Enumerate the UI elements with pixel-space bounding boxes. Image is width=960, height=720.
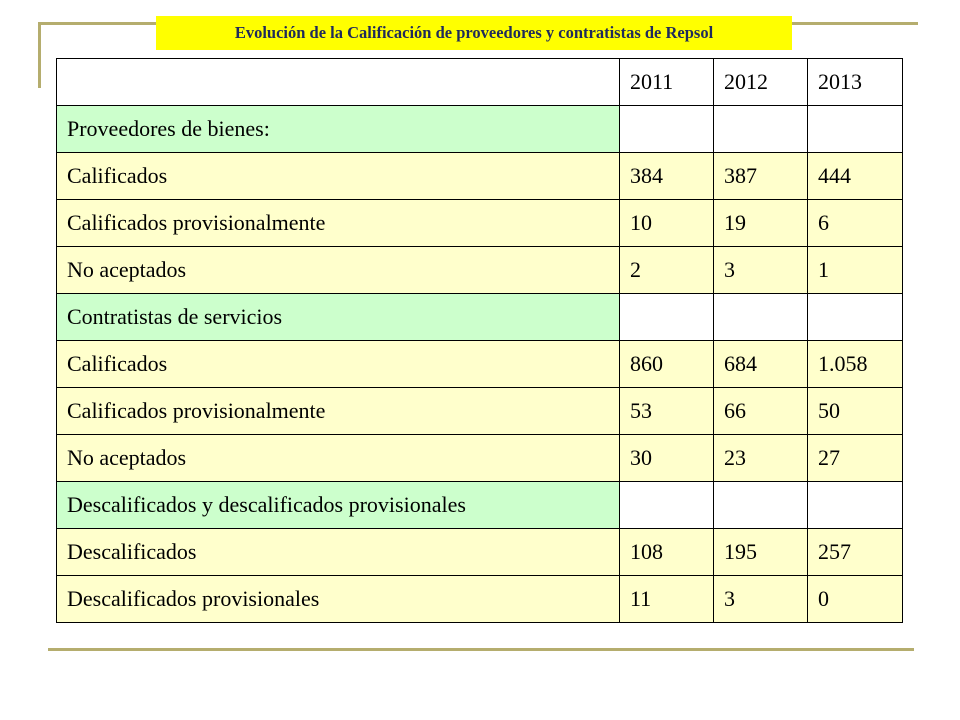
cell-2012	[714, 106, 808, 153]
qualification-table	[56, 58, 903, 623]
table-row	[57, 247, 903, 294]
table-row	[57, 200, 903, 247]
cell-2013: 0	[808, 576, 903, 623]
cell-2011: 10	[620, 200, 714, 247]
cell-2012	[714, 482, 808, 529]
cell-2013: 6	[808, 200, 903, 247]
cell-2012: 387	[714, 153, 808, 200]
cell-2012: 3	[714, 247, 808, 294]
cell-2011	[620, 294, 714, 341]
table-header-row	[57, 59, 903, 106]
cell-2012: 3	[714, 576, 808, 623]
cell-2011: 11	[620, 576, 714, 623]
table-row	[57, 435, 903, 482]
row-label: Proveedores de bienes:	[57, 106, 620, 153]
cell-2011: 384	[620, 153, 714, 200]
header-cell-2011: 2011	[620, 59, 714, 106]
cell-2013	[808, 482, 903, 529]
cell-2011: 30	[620, 435, 714, 482]
header-cell-2013: 2013	[808, 59, 903, 106]
table-row	[57, 341, 903, 388]
cell-2012: 684	[714, 341, 808, 388]
row-label: Calificados	[57, 341, 620, 388]
table-row	[57, 153, 903, 200]
decorative-bottom-line	[48, 648, 914, 651]
header-cell-label	[57, 59, 620, 106]
decorative-vertical-line	[38, 22, 41, 88]
row-label: Calificados provisionalmente	[57, 388, 620, 435]
row-label: Descalificados y descalificados provisionales	[57, 482, 620, 529]
cell-2013: 50	[808, 388, 903, 435]
row-label: No aceptados	[57, 247, 620, 294]
cell-2013: 1	[808, 247, 903, 294]
cell-2012: 195	[714, 529, 808, 576]
cell-2013	[808, 106, 903, 153]
cell-2013: 444	[808, 153, 903, 200]
row-label: Calificados provisionalmente	[57, 200, 620, 247]
cell-2013: 257	[808, 529, 903, 576]
row-label: Contratistas de servicios	[57, 294, 620, 341]
table-row-section	[57, 106, 903, 153]
cell-2011: 53	[620, 388, 714, 435]
cell-2012: 23	[714, 435, 808, 482]
cell-2011: 108	[620, 529, 714, 576]
table-row	[57, 529, 903, 576]
row-label: Calificados	[57, 153, 620, 200]
table-row-section	[57, 482, 903, 529]
cell-2011	[620, 106, 714, 153]
cell-2012: 19	[714, 200, 808, 247]
table-row	[57, 388, 903, 435]
table-row-section	[57, 294, 903, 341]
row-label: Descalificados provisionales	[57, 576, 620, 623]
cell-2012: 66	[714, 388, 808, 435]
cell-2011: 860	[620, 341, 714, 388]
row-label: Descalificados	[57, 529, 620, 576]
slide-title: Evolución de la Calificación de proveedores y contratistas de Repsol	[156, 16, 792, 50]
row-label: No aceptados	[57, 435, 620, 482]
header-cell-2012: 2012	[714, 59, 808, 106]
table-row	[57, 576, 903, 623]
cell-2012	[714, 294, 808, 341]
cell-2013: 27	[808, 435, 903, 482]
cell-2013: 1.058	[808, 341, 903, 388]
cell-2011	[620, 482, 714, 529]
cell-2011: 2	[620, 247, 714, 294]
cell-2013	[808, 294, 903, 341]
